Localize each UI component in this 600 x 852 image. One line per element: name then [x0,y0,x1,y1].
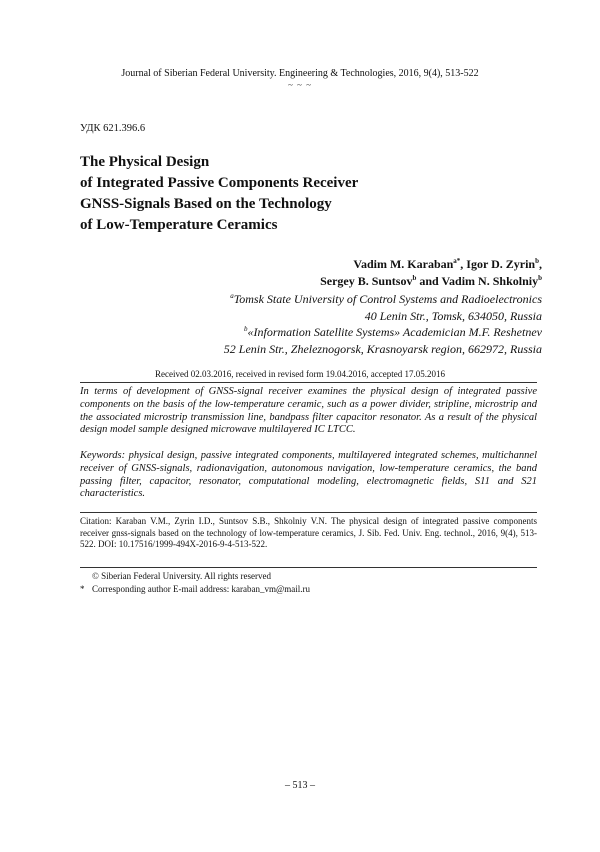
page-number: – 513 – [285,780,315,791]
footnote-copyright [80,570,310,583]
author-affil-mark: b [538,274,542,282]
author-conjunction: and [416,274,442,288]
keywords: Keywords: physical design, passive integrated components, multilayered integrated schemes, multichannel receiver of GNSS-signals, radionavigation, autonomous navigation, low-temperature ceramics, the band passing filter, capacitor, resonator, computational modeling, electromagnetic fields, S11 and S21 characteristics. [80,450,537,500]
author-list [320,256,542,290]
divider [80,382,537,383]
footnote-mark [80,570,92,583]
author-separator: , [539,257,542,271]
author-name: Igor D. Zyrin [466,257,536,271]
abstract: In terms of development of GNSS-signal receiver examines the physical design of integrated passive components on the basis of the low-temperature ceramic, such as a power divider, stripline, microstrip and the associated microstrip transmission line, bandpass filter capacitor resonator. As a result of the physical design model sample designed microwave multilayered IC LTCC. [80,386,537,436]
divider [80,567,537,568]
paper-title [80,152,480,236]
affiliation-text: «Information Satellite Systems» Academician M.F. Reshetnev [247,325,542,339]
affiliation-mark: a [230,292,234,300]
affiliations [224,291,542,357]
affiliation-a-address: 40 Lenin Str., Tomsk, 634050, Russia [364,308,542,323]
journal-header: Journal of Siberian Federal University. Engineering & Technologies, 2016, 9(4), 513-522 [121,68,479,79]
divider [80,512,537,513]
footnote-mark: * [80,583,85,594]
author-separator: , [460,257,467,271]
author-name: Vadim M. Karaban [353,257,454,271]
footnote-corresponding-author [80,583,310,596]
citation: Citation: Karaban V.M., Zyrin I.D., Suntsov S.B., Shkolniy V.N. The physical design of integrated passive components receiver gnss-signals based on the technology of low-temperature ceramics, J. Sib. Fed. Univ. Eng. technol., 2016, 9(4), 513-522. DOI: 10.17516/1999-494X-2016-9-4-513-522. [80,516,537,550]
title-line: of Integrated Passive Components Receiver [80,175,359,191]
affiliation-b-address: 52 Lenin Str., Zheleznogorsk, Krasnoyarsk region, 662972, Russia [223,341,542,356]
title-line: GNSS-Signals Based on the Technology [80,196,332,212]
udc-code: УДК 621.396.6 [80,123,146,134]
footnotes [80,570,310,595]
author-line-2 [320,273,542,290]
title-line: of Low-Temperature Ceramics [80,217,278,233]
affiliation-a-name [224,291,542,308]
footnote-text: Corresponding author E-mail address: karaban_vm@mail.ru [92,583,310,594]
header-tilde-separator: ~ ~ ~ [287,80,313,90]
author-affil-mark: b [535,257,539,265]
affiliation-mark: b [244,325,248,333]
affiliation-b-name [224,324,542,341]
author-name: Vadim N. Shkolniy [441,274,539,288]
title-line: The Physical Design [80,154,210,170]
affiliation-text: Tomsk State University of Control Systems and Radioelectronics [233,292,542,306]
received-dates: Received 02.03.2016, received in revised form 19.04.2016, accepted 17.05.2016 [155,369,445,379]
author-affil-mark: b [412,274,417,282]
footnote-text: © Siberian Federal University. All rights reserved [92,571,271,581]
author-affil-mark: a* [453,257,461,265]
author-line-1 [320,256,542,273]
author-name: Sergey B. Suntsov [320,274,413,288]
